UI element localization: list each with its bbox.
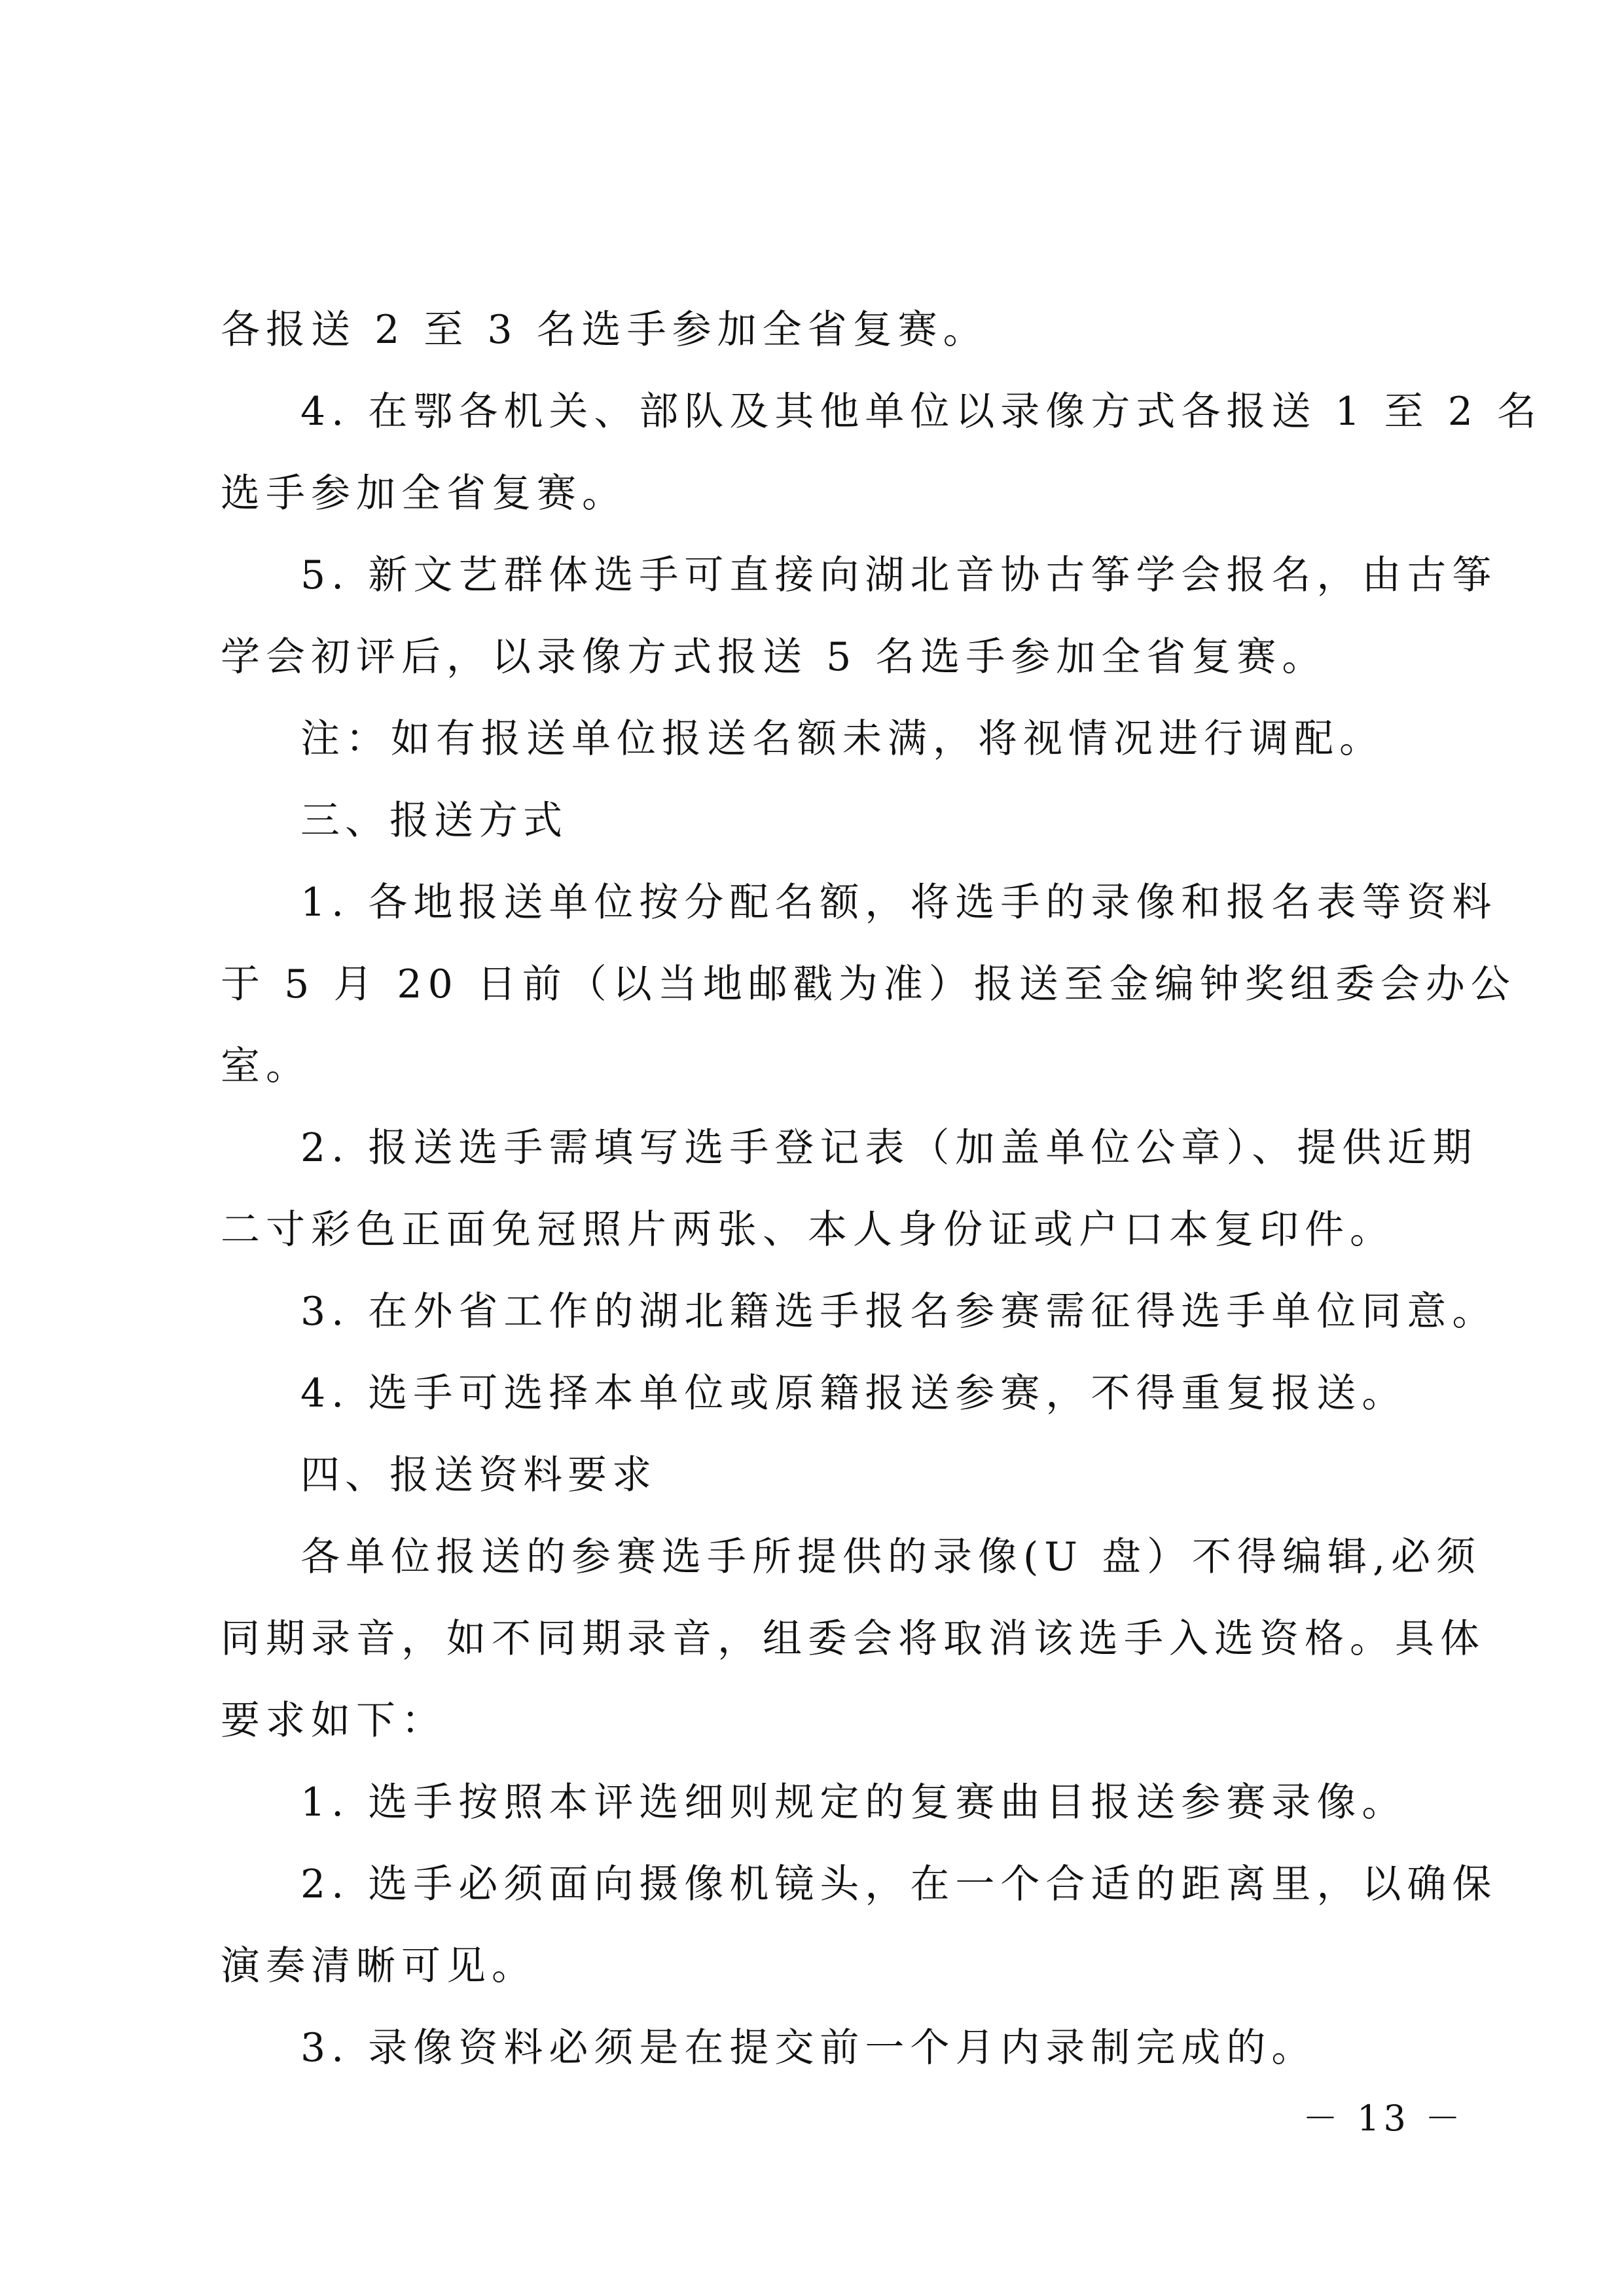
page-number: － 13 － (1303, 2098, 1465, 2139)
text-line: 同期录音，如不同期录音，组委会将取消该选手入选资格。具体 (221, 1616, 1485, 1662)
text-line: 学会初评后，以录像方式报送 5 名选手参加全省复赛。 (221, 634, 1327, 680)
text-line: 5. 新文艺群体选手可直接向湖北音协古筝学会报名，由古筝 (300, 552, 1498, 598)
text-line: 3. 在外省工作的湖北籍选手报名参赛需征得选手单位同意。 (300, 1289, 1498, 1335)
text-line: 注：如有报送单位报送名额未满，将视情况进行调配。 (300, 716, 1384, 762)
text-line: 选手参加全省复赛。 (221, 471, 627, 516)
text-line: 二寸彩色正面免冠照片两张、本人身份证或户口本复印件。 (221, 1207, 1395, 1253)
section-heading: 三、报送方式 (300, 798, 568, 844)
text-line: 要求如下： (221, 1698, 446, 1744)
text-line: 2. 报送选手需填写选手登记表（加盖单位公章）、提供近期 (300, 1125, 1478, 1171)
text-line: 1. 各地报送单位按分配名额，将选手的录像和报名表等资料 (300, 880, 1498, 925)
text-line: 室。 (221, 1043, 311, 1089)
text-line: 2. 选手必须面向摄像机镜头，在一个合适的距离里，以确保 (300, 1861, 1498, 1907)
section-heading: 四、报送资料要求 (300, 1452, 657, 1498)
text-line: 演奏清晰可见。 (221, 1943, 537, 1989)
text-line: 3. 录像资料必须是在提交前一个月内录制完成的。 (300, 2025, 1317, 2071)
text-line: 各报送 2 至 3 名选手参加全省复赛。 (221, 307, 988, 353)
text-line: 4. 在鄂各机关、部队及其他单位以录像方式各报送 1 至 2 名 (300, 389, 1542, 435)
text-line: 4. 选手可选择本单位或原籍报送参赛，不得重复报送。 (300, 1371, 1407, 1416)
text-line: 各单位报送的参赛选手所提供的录像(U 盘）不得编辑,必须 (300, 1534, 1482, 1580)
text-line: 于 5 月 20 日前（以当地邮戳为准）报送至金编钟奖组委会办公 (221, 961, 1516, 1007)
text-line: 1. 选手按照本评选细则规定的复赛曲目报送参赛录像。 (300, 1780, 1407, 1825)
